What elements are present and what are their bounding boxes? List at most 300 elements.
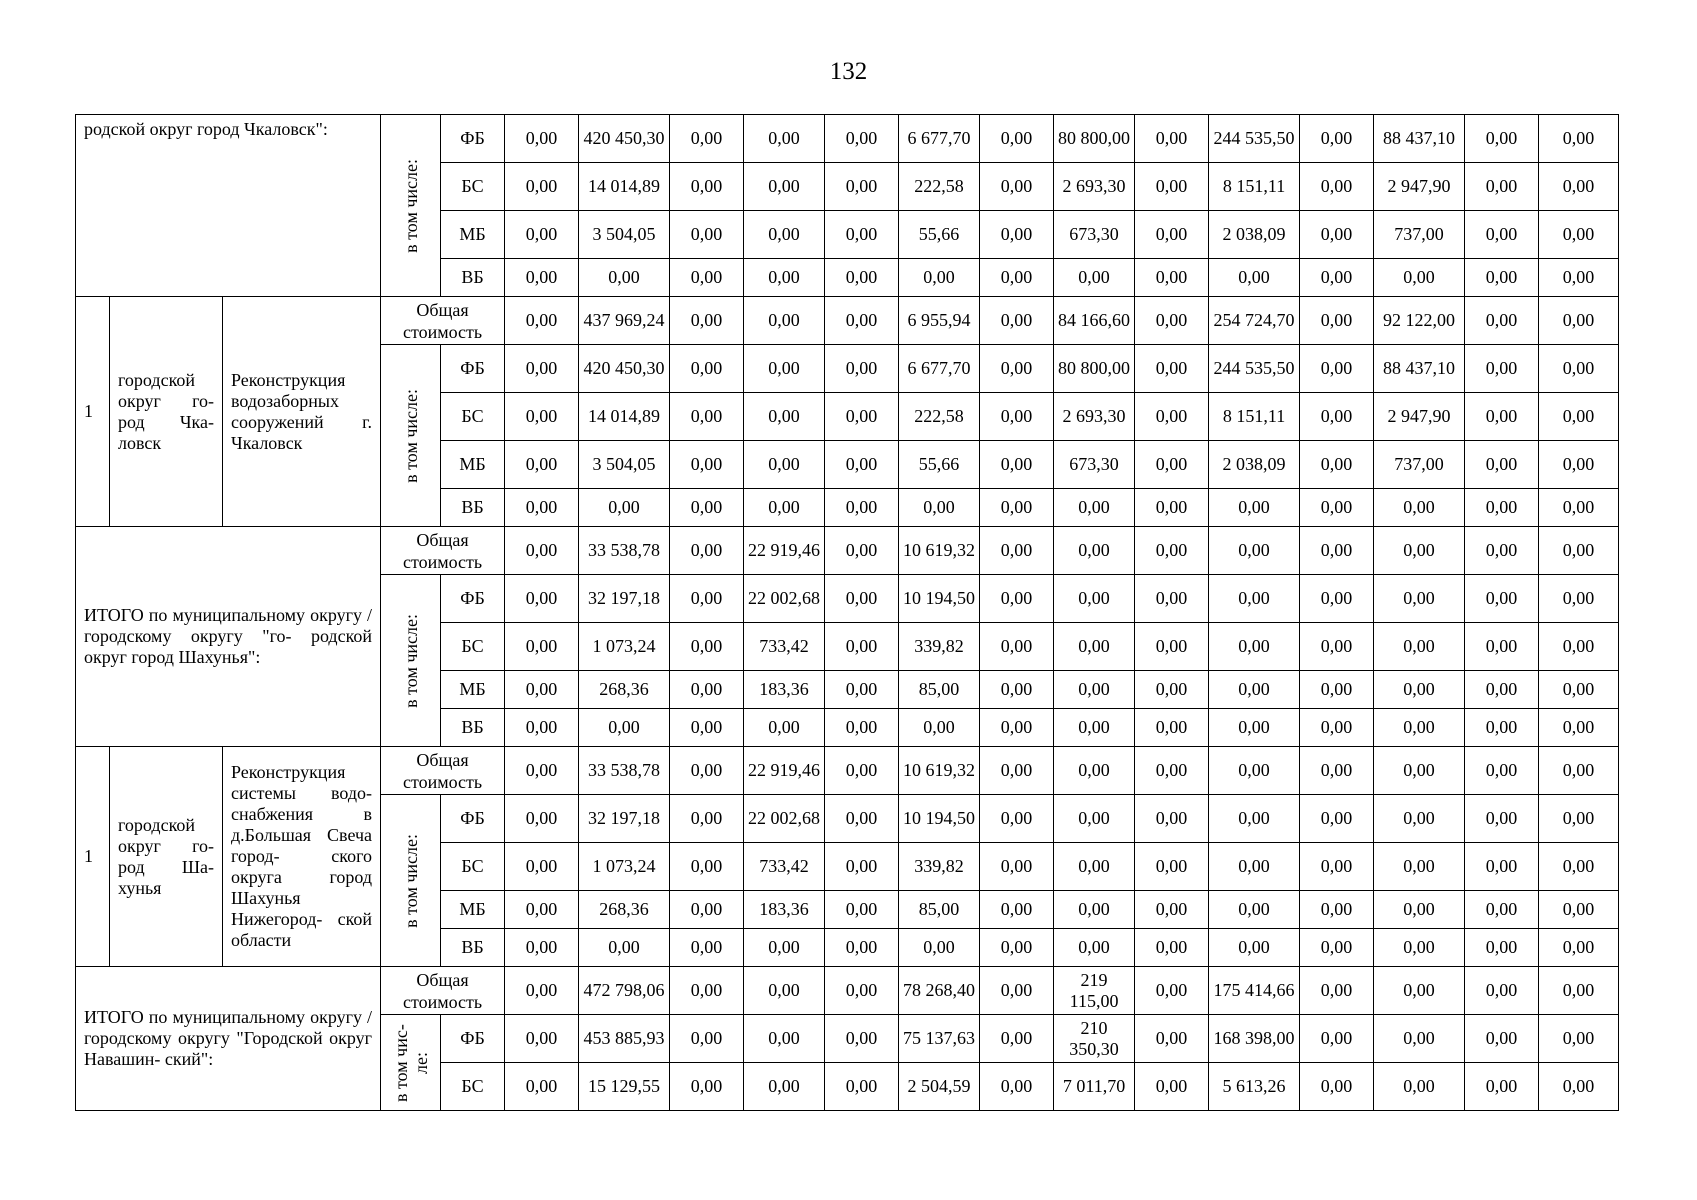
value-cell: 32 197,18 [579,575,670,623]
value-cell: 33 538,78 [579,747,670,795]
page-number: 132 [829,58,868,85]
value-cell: 0,00 [744,1063,825,1111]
value-cell: 0,00 [670,489,744,527]
value-cell: 0,00 [579,489,670,527]
value-cell: 0,00 [744,163,825,211]
value-cell: 0,00 [670,671,744,709]
value-cell: 0,00 [1300,211,1374,259]
value-cell: 0,00 [1300,441,1374,489]
value-cell: 0,00 [825,747,899,795]
value-cell: 244 535,50 [1209,115,1300,163]
value-cell: 0,00 [825,967,899,1015]
value-cell: 0,00 [1465,527,1539,575]
fund-label-fb: ФБ [441,115,505,163]
value-cell: 0,00 [980,623,1054,671]
value-cell: 0,00 [1054,575,1135,623]
value-cell: 0,00 [1300,297,1374,345]
value-cell: 0,00 [825,259,899,297]
value-cell: 0,00 [1135,747,1209,795]
value-cell: 0,00 [670,345,744,393]
object-name: Реконструкция водозаборных сооружений г. Чкаловск [223,297,381,527]
value-cell: 0,00 [1465,575,1539,623]
value-cell: 0,00 [505,297,579,345]
incl-label: в том числе: [381,345,441,527]
fund-label-vb: ВБ [441,929,505,967]
value-cell: 0,00 [744,967,825,1015]
budget-table [75,114,1619,1111]
value-cell: 0,00 [1300,575,1374,623]
value-cell: 0,00 [505,115,579,163]
fund-label-bs: БС [441,1063,505,1111]
value-cell: 8 151,11 [1209,393,1300,441]
value-cell: 0,00 [505,795,579,843]
value-cell: 0,00 [1539,929,1619,967]
value-cell: 0,00 [1209,709,1300,747]
value-cell: 0,00 [1300,1015,1374,1063]
value-cell: 0,00 [1054,891,1135,929]
value-cell: 0,00 [1300,115,1374,163]
value-cell: 0,00 [1374,795,1465,843]
value-cell: 0,00 [1539,623,1619,671]
value-cell: 0,00 [670,575,744,623]
value-cell: 75 137,63 [899,1015,980,1063]
value-cell: 0,00 [980,843,1054,891]
value-cell: 0,00 [670,967,744,1015]
value-cell: 10 194,50 [899,575,980,623]
value-cell: 0,00 [1054,747,1135,795]
value-cell: 0,00 [670,1015,744,1063]
value-cell: 0,00 [980,709,1054,747]
value-cell: 0,00 [1465,1063,1539,1111]
value-cell: 0,00 [744,211,825,259]
value-cell: 0,00 [825,115,899,163]
section-label: ИТОГО по муниципальному округу / городскому округу "Городской округ Навашин- ский": [76,967,381,1111]
value-cell: 6 677,70 [899,345,980,393]
value-cell: 0,00 [980,891,1054,929]
value-cell: 1 073,24 [579,623,670,671]
value-cell: 0,00 [1135,575,1209,623]
incl-label: в том чис- ле: [381,1015,441,1111]
value-cell: 733,42 [744,843,825,891]
value-cell: 0,00 [1374,259,1465,297]
value-cell: 222,58 [899,163,980,211]
value-cell: 0,00 [1539,393,1619,441]
value-cell: 0,00 [899,259,980,297]
value-cell: 0,00 [1209,891,1300,929]
value-cell: 33 538,78 [579,527,670,575]
fund-label-bs: БС [441,393,505,441]
value-cell: 268,36 [579,671,670,709]
value-cell: 0,00 [1465,891,1539,929]
value-cell: 0,00 [1374,967,1465,1015]
value-cell: 0,00 [744,393,825,441]
value-cell: 0,00 [670,259,744,297]
value-cell: 0,00 [1135,1015,1209,1063]
value-cell: 0,00 [1465,163,1539,211]
value-cell: 0,00 [1135,489,1209,527]
value-cell: 0,00 [1539,843,1619,891]
value-cell: 0,00 [1054,259,1135,297]
object-name: Реконструкция системы водо- снабжения в д.Большая Свеча город- ского округа город Шахунья Нижегород- ской области [223,747,381,967]
table-row [76,967,1619,1015]
fund-label-mb: МБ [441,891,505,929]
value-cell: 0,00 [1374,709,1465,747]
fund-label-bs: БС [441,843,505,891]
value-cell: 0,00 [505,527,579,575]
fund-label-fb: ФБ [441,795,505,843]
value-cell: 0,00 [1135,163,1209,211]
value-cell: 0,00 [1054,929,1135,967]
value-cell: 0,00 [825,163,899,211]
value-cell: 0,00 [1539,967,1619,1015]
value-cell: 0,00 [1539,1015,1619,1063]
value-cell: 2 947,90 [1374,393,1465,441]
value-cell: 0,00 [825,623,899,671]
value-cell: 0,00 [1135,709,1209,747]
value-cell: 0,00 [1135,259,1209,297]
value-cell: 84 166,60 [1054,297,1135,345]
table-row [76,115,1619,163]
value-cell: 0,00 [744,259,825,297]
value-cell: 0,00 [1539,441,1619,489]
value-cell: 0,00 [825,709,899,747]
value-cell: 183,36 [744,671,825,709]
value-cell: 0,00 [980,795,1054,843]
value-cell: 0,00 [1209,623,1300,671]
value-cell: 10 194,50 [899,795,980,843]
value-cell: 85,00 [899,671,980,709]
value-cell: 339,82 [899,843,980,891]
value-cell: 85,00 [899,891,980,929]
value-cell: 2 504,59 [899,1063,980,1111]
value-cell: 2 038,09 [1209,441,1300,489]
value-cell: 339,82 [899,623,980,671]
value-cell: 183,36 [744,891,825,929]
value-cell: 0,00 [670,843,744,891]
value-cell: 0,00 [670,623,744,671]
value-cell: 0,00 [744,345,825,393]
value-cell: 673,30 [1054,441,1135,489]
value-cell: 0,00 [505,747,579,795]
value-cell: 14 014,89 [579,393,670,441]
value-cell: 0,00 [1135,891,1209,929]
value-cell: 0,00 [980,575,1054,623]
value-cell: 0,00 [505,967,579,1015]
value-cell: 0,00 [1300,623,1374,671]
value-cell: 0,00 [1539,211,1619,259]
value-cell: 15 129,55 [579,1063,670,1111]
value-cell: 0,00 [1539,671,1619,709]
fund-label-mb: МБ [441,441,505,489]
value-cell: 0,00 [1465,709,1539,747]
value-cell: 0,00 [825,1063,899,1111]
value-cell: 0,00 [1374,1015,1465,1063]
value-cell: 0,00 [1465,967,1539,1015]
value-cell: 55,66 [899,211,980,259]
value-cell: 0,00 [980,747,1054,795]
value-cell: 0,00 [579,259,670,297]
value-cell: 0,00 [1374,527,1465,575]
value-cell: 0,00 [1135,393,1209,441]
value-cell: 268,36 [579,891,670,929]
value-cell: 0,00 [1465,393,1539,441]
value-cell: 0,00 [825,843,899,891]
value-cell: 0,00 [1300,967,1374,1015]
value-cell: 3 504,05 [579,441,670,489]
value-cell: 437 969,24 [579,297,670,345]
incl-label: в том числе: [381,575,441,747]
value-cell: 0,00 [825,297,899,345]
value-cell: 0,00 [980,441,1054,489]
value-cell: 0,00 [744,489,825,527]
value-cell: 244 535,50 [1209,345,1300,393]
value-cell: 0,00 [825,891,899,929]
value-cell: 0,00 [1209,929,1300,967]
value-cell: 0,00 [899,709,980,747]
value-cell: 0,00 [505,929,579,967]
value-cell: 0,00 [505,891,579,929]
municipality-name: городской округ го- род Чка- ловск [110,297,223,527]
value-cell: 0,00 [505,671,579,709]
value-cell: 0,00 [1300,259,1374,297]
value-cell: 0,00 [1135,967,1209,1015]
value-cell: 0,00 [744,1015,825,1063]
value-cell: 737,00 [1374,441,1465,489]
value-cell: 0,00 [670,163,744,211]
value-cell: 0,00 [670,891,744,929]
value-cell: 0,00 [670,709,744,747]
value-cell: 2 947,90 [1374,163,1465,211]
value-cell: 0,00 [1209,747,1300,795]
value-cell: 0,00 [1135,623,1209,671]
value-cell: 0,00 [1135,115,1209,163]
value-cell: 0,00 [1374,575,1465,623]
value-cell: 0,00 [1209,843,1300,891]
value-cell: 673,30 [1054,211,1135,259]
value-cell: 0,00 [1054,489,1135,527]
table-row [76,747,1619,795]
value-cell: 0,00 [505,163,579,211]
value-cell: 0,00 [1135,1063,1209,1111]
value-cell: 0,00 [1465,795,1539,843]
value-cell: 0,00 [1374,929,1465,967]
value-cell: 0,00 [1300,163,1374,211]
value-cell: 420 450,30 [579,115,670,163]
value-cell: 0,00 [1374,489,1465,527]
value-cell: 0,00 [1300,843,1374,891]
value-cell: 0,00 [1465,747,1539,795]
value-cell: 1 073,24 [579,843,670,891]
value-cell: 0,00 [980,527,1054,575]
value-cell: 0,00 [1300,393,1374,441]
value-cell: 453 885,93 [579,1015,670,1063]
value-cell: 0,00 [505,709,579,747]
value-cell: 0,00 [1465,441,1539,489]
value-cell: 0,00 [825,489,899,527]
value-cell: 0,00 [980,345,1054,393]
value-cell: 88 437,10 [1374,115,1465,163]
value-cell: 0,00 [1135,211,1209,259]
value-cell: 0,00 [670,527,744,575]
value-cell: 0,00 [1465,489,1539,527]
value-cell: 0,00 [1539,259,1619,297]
value-cell: 0,00 [1465,211,1539,259]
value-cell: 92 122,00 [1374,297,1465,345]
value-cell: 733,42 [744,623,825,671]
value-cell: 0,00 [1300,345,1374,393]
section-label: родской округ город Чкаловск": [76,115,381,297]
value-cell: 0,00 [980,967,1054,1015]
value-cell: 222,58 [899,393,980,441]
value-cell: 0,00 [1135,441,1209,489]
value-cell: 0,00 [1209,259,1300,297]
value-cell: 0,00 [579,929,670,967]
value-cell: 0,00 [1539,297,1619,345]
value-cell: 0,00 [1135,929,1209,967]
value-cell: 0,00 [505,345,579,393]
value-cell: 0,00 [825,1015,899,1063]
value-cell: 0,00 [1465,623,1539,671]
value-cell: 5 613,26 [1209,1063,1300,1111]
value-cell: 0,00 [980,297,1054,345]
value-cell: 0,00 [980,115,1054,163]
incl-label: в том числе: [381,795,441,967]
fund-label-mb: МБ [441,671,505,709]
value-cell: 0,00 [1209,489,1300,527]
value-cell: 14 014,89 [579,163,670,211]
value-cell: 0,00 [1209,575,1300,623]
value-cell: 0,00 [744,297,825,345]
value-cell: 0,00 [825,575,899,623]
value-cell: 88 437,10 [1374,345,1465,393]
value-cell: 0,00 [899,489,980,527]
value-cell: 78 268,40 [899,967,980,1015]
value-cell: 0,00 [1374,891,1465,929]
value-cell: 0,00 [825,671,899,709]
fund-label-bs: БС [441,163,505,211]
value-cell: 0,00 [1465,671,1539,709]
fund-label-fb: ФБ [441,345,505,393]
value-cell: 0,00 [825,929,899,967]
value-cell: 80 800,00 [1054,115,1135,163]
value-cell: 0,00 [744,929,825,967]
value-cell: 0,00 [670,929,744,967]
total-cost-label: Общая стоимость [381,297,505,345]
value-cell: 0,00 [1300,795,1374,843]
value-cell: 0,00 [1465,115,1539,163]
value-cell: 0,00 [505,259,579,297]
value-cell: 0,00 [1539,163,1619,211]
value-cell: 7 011,70 [1054,1063,1135,1111]
total-cost-label: Общая стоимость [381,747,505,795]
value-cell: 0,00 [505,211,579,259]
total-cost-label: Общая стоимость [381,967,505,1015]
value-cell: 0,00 [1539,527,1619,575]
value-cell: 0,00 [1135,671,1209,709]
value-cell: 0,00 [505,489,579,527]
value-cell: 0,00 [1300,1063,1374,1111]
value-cell: 22 919,46 [744,747,825,795]
value-cell: 0,00 [1135,527,1209,575]
value-cell: 0,00 [670,441,744,489]
value-cell: 0,00 [980,163,1054,211]
value-cell: 22 919,46 [744,527,825,575]
value-cell: 80 800,00 [1054,345,1135,393]
fund-label-mb: МБ [441,211,505,259]
value-cell: 0,00 [1054,795,1135,843]
value-cell: 472 798,06 [579,967,670,1015]
value-cell: 0,00 [1539,575,1619,623]
fund-label-fb: ФБ [441,1015,505,1063]
value-cell: 0,00 [1539,709,1619,747]
fund-label-vb: ВБ [441,489,505,527]
value-cell: 0,00 [1209,795,1300,843]
value-cell: 22 002,68 [744,795,825,843]
value-cell: 0,00 [1054,709,1135,747]
value-cell: 0,00 [1374,671,1465,709]
value-cell: 0,00 [1300,709,1374,747]
municipality-name: городской округ го- род Ша- хунья [110,747,223,967]
row-number: 1 [76,747,110,967]
row-number: 1 [76,297,110,527]
value-cell: 0,00 [1135,297,1209,345]
value-cell: 0,00 [1300,671,1374,709]
value-cell: 0,00 [1300,891,1374,929]
value-cell: 0,00 [505,843,579,891]
value-cell: 10 619,32 [899,527,980,575]
value-cell: 0,00 [825,441,899,489]
value-cell: 0,00 [744,709,825,747]
value-cell: 55,66 [899,441,980,489]
value-cell: 0,00 [1054,527,1135,575]
value-cell: 0,00 [1374,843,1465,891]
value-cell: 168 398,00 [1209,1015,1300,1063]
value-cell: 0,00 [670,297,744,345]
value-cell: 2 693,30 [1054,393,1135,441]
value-cell: 6 677,70 [899,115,980,163]
value-cell: 0,00 [1465,1015,1539,1063]
value-cell: 0,00 [505,393,579,441]
value-cell: 0,00 [825,393,899,441]
value-cell: 0,00 [505,623,579,671]
value-cell: 0,00 [899,929,980,967]
value-cell: 0,00 [670,1063,744,1111]
value-cell: 0,00 [1465,843,1539,891]
value-cell: 6 955,94 [899,297,980,345]
value-cell: 0,00 [1539,489,1619,527]
value-cell: 0,00 [1539,1063,1619,1111]
value-cell: 10 619,32 [899,747,980,795]
value-cell: 2 693,30 [1054,163,1135,211]
value-cell: 0,00 [1374,1063,1465,1111]
value-cell: 0,00 [1209,671,1300,709]
value-cell: 420 450,30 [579,345,670,393]
value-cell: 0,00 [744,441,825,489]
value-cell: 2 038,09 [1209,211,1300,259]
incl-label: в том числе: [381,115,441,297]
table-row [76,527,1619,575]
value-cell: 254 724,70 [1209,297,1300,345]
value-cell: 0,00 [1300,929,1374,967]
value-cell: 32 197,18 [579,795,670,843]
value-cell: 8 151,11 [1209,163,1300,211]
value-cell: 0,00 [744,115,825,163]
value-cell: 0,00 [980,393,1054,441]
value-cell: 0,00 [1465,345,1539,393]
value-cell: 0,00 [1300,489,1374,527]
value-cell: 0,00 [980,259,1054,297]
value-cell: 0,00 [825,211,899,259]
